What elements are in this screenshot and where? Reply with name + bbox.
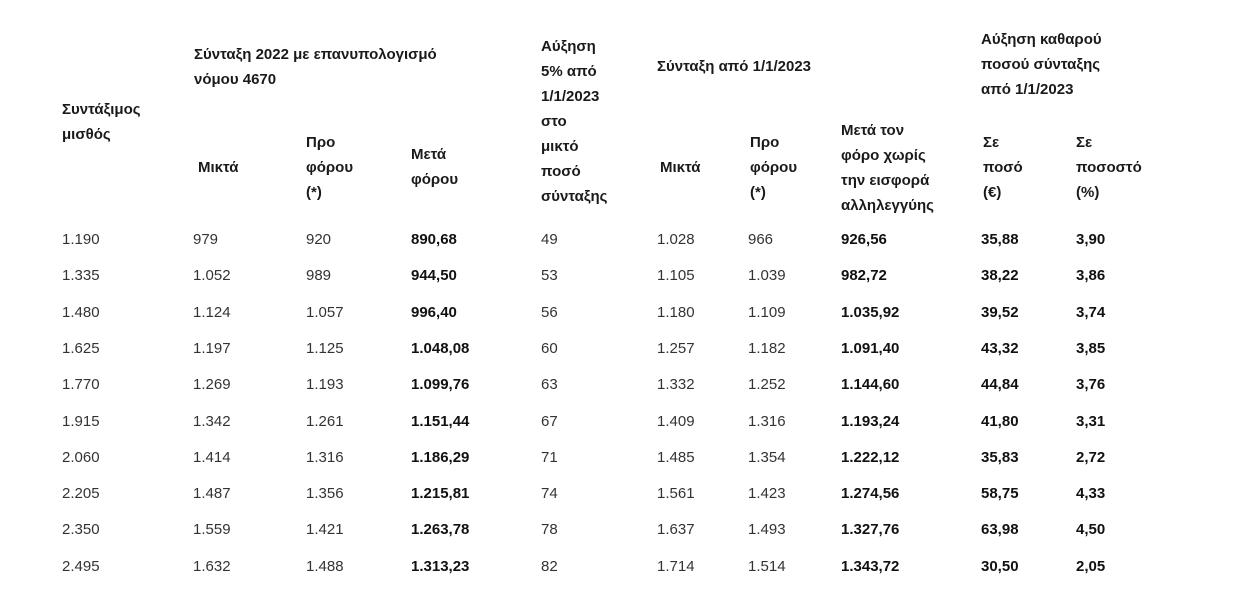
cell-aftertax-2022: 890,68 xyxy=(411,231,457,248)
header-line: αλληλεγγύης xyxy=(841,197,934,214)
header-line: Μικτά xyxy=(660,159,701,176)
header-net-increase-group xyxy=(981,27,1102,102)
header-pension-2022-group xyxy=(194,42,437,92)
header-line: Σύνταξη από 1/1/2023 xyxy=(657,58,812,75)
header-line: μισθός xyxy=(62,126,111,143)
cell-increase-amount: 38,22 xyxy=(981,267,1019,285)
cell-aftertax-2022: 1.151,44 xyxy=(411,412,470,430)
cell-pretax-2023: 1.109 xyxy=(748,303,786,321)
header-gross-2023 xyxy=(660,155,701,180)
cell-increase-5pct: 53 xyxy=(541,267,558,285)
cell-gross-2023: 1.332 xyxy=(657,376,695,394)
cell-pretax-2023: 1.039 xyxy=(748,267,786,285)
cell-aftertax-2023: 1.035,92 xyxy=(841,303,900,321)
cell-pretax-2023: 1.316 xyxy=(748,412,786,430)
header-line: (*) xyxy=(750,184,766,201)
cell-increase-percent: 2,72 xyxy=(1076,448,1106,466)
cell-increase-5pct: 49 xyxy=(541,231,558,248)
cell-increase-amount: 41,80 xyxy=(981,412,1019,430)
header-amount xyxy=(983,130,1023,205)
cell-salary: 2.350 xyxy=(62,521,100,539)
header-line: Συντάξιμος xyxy=(62,101,141,118)
header-line: 1/1/2023 xyxy=(541,88,600,105)
cell-pretax-2022: 1.356 xyxy=(306,485,344,503)
cell-salary: 2.495 xyxy=(62,557,100,575)
cell-gross-2023: 1.714 xyxy=(657,557,695,575)
cell-salary: 1.625 xyxy=(62,339,100,357)
cell-increase-amount: 39,52 xyxy=(981,303,1019,321)
cell-pretax-2022: 920 xyxy=(306,231,332,248)
header-pretax-2023 xyxy=(750,130,797,205)
cell-aftertax-2023: 926,56 xyxy=(841,231,887,248)
header-gross-2022 xyxy=(198,155,239,180)
cell-gross-2023: 1.561 xyxy=(657,485,695,503)
cell-aftertax-2022: 1.313,23 xyxy=(411,557,470,575)
cell-increase-5pct: 78 xyxy=(541,521,558,539)
header-line: Μετά xyxy=(411,146,447,163)
header-line: (%) xyxy=(1076,184,1100,201)
cell-gross-2022: 979 xyxy=(193,231,219,248)
cell-gross-2022: 1.342 xyxy=(193,412,231,430)
cell-gross-2023: 1.409 xyxy=(657,412,695,430)
cell-increase-5pct: 71 xyxy=(541,448,558,466)
cell-pretax-2023: 1.514 xyxy=(748,557,786,575)
cell-increase-amount: 63,98 xyxy=(981,521,1019,539)
cell-pretax-2023: 1.423 xyxy=(748,485,786,503)
header-line: φόρου xyxy=(750,159,798,176)
cell-increase-5pct: 67 xyxy=(541,412,558,430)
cell-gross-2022: 1.414 xyxy=(193,448,231,466)
header-line: ποσοστό xyxy=(1076,159,1142,176)
header-line: (*) xyxy=(306,184,322,201)
cell-gross-2023: 1.028 xyxy=(657,231,695,248)
header-percent xyxy=(1076,130,1142,205)
cell-increase-amount: 35,83 xyxy=(981,448,1019,466)
cell-pretax-2023: 966 xyxy=(748,231,774,248)
cell-increase-5pct: 56 xyxy=(541,303,558,321)
cell-gross-2023: 1.637 xyxy=(657,521,695,539)
header-aftertax-2022 xyxy=(411,142,458,192)
cell-aftertax-2022: 1.263,78 xyxy=(411,521,470,539)
cell-aftertax-2023: 982,72 xyxy=(841,267,887,285)
cell-gross-2023: 1.257 xyxy=(657,339,695,357)
cell-aftertax-2022: 1.215,81 xyxy=(411,485,470,503)
cell-gross-2023: 1.180 xyxy=(657,303,695,321)
header-line: φόρου xyxy=(306,159,354,176)
cell-aftertax-2023: 1.327,76 xyxy=(841,521,900,539)
header-line: από 1/1/2023 xyxy=(981,81,1074,98)
cell-increase-5pct: 63 xyxy=(541,376,558,394)
header-line: στο xyxy=(541,113,567,130)
header-aftertax-2023 xyxy=(841,118,934,218)
cell-increase-5pct: 74 xyxy=(541,485,558,503)
header-line: Αύξηση xyxy=(541,38,596,55)
cell-salary: 2.205 xyxy=(62,485,100,503)
cell-increase-percent: 3,76 xyxy=(1076,376,1106,394)
cell-increase-5pct: 82 xyxy=(541,557,558,575)
cell-gross-2023: 1.105 xyxy=(657,267,695,285)
cell-aftertax-2023: 1.343,72 xyxy=(841,557,900,575)
cell-increase-amount: 30,50 xyxy=(981,557,1019,575)
cell-aftertax-2022: 1.186,29 xyxy=(411,448,470,466)
cell-pretax-2022: 1.488 xyxy=(306,557,344,575)
header-line: Προ xyxy=(750,134,780,151)
cell-aftertax-2023: 1.091,40 xyxy=(841,339,900,357)
cell-gross-2022: 1.052 xyxy=(193,267,231,285)
cell-aftertax-2023: 1.222,12 xyxy=(841,448,900,466)
cell-increase-amount: 44,84 xyxy=(981,376,1019,394)
header-line: φόρου xyxy=(411,171,459,188)
cell-increase-percent: 2,05 xyxy=(1076,557,1106,575)
cell-pretax-2022: 1.261 xyxy=(306,412,344,430)
cell-salary: 1.770 xyxy=(62,376,100,394)
cell-increase-5pct: 60 xyxy=(541,339,558,357)
header-line: Αύξηση καθαρού xyxy=(981,31,1102,48)
cell-increase-percent: 3,86 xyxy=(1076,267,1106,285)
cell-gross-2022: 1.632 xyxy=(193,557,231,575)
header-line: Σε xyxy=(983,134,1000,151)
header-line: σύνταξης xyxy=(541,188,608,205)
cell-increase-percent: 3,85 xyxy=(1076,339,1106,357)
cell-aftertax-2023: 1.274,56 xyxy=(841,485,900,503)
header-pretax-2022 xyxy=(306,130,353,205)
cell-pretax-2022: 989 xyxy=(306,267,332,285)
cell-increase-amount: 58,75 xyxy=(981,485,1019,503)
cell-gross-2022: 1.487 xyxy=(193,485,231,503)
cell-increase-percent: 4,50 xyxy=(1076,521,1106,539)
cell-aftertax-2023: 1.193,24 xyxy=(841,412,900,430)
cell-increase-percent: 4,33 xyxy=(1076,485,1106,503)
header-line: μικτό xyxy=(541,138,579,155)
cell-salary: 1.915 xyxy=(62,412,100,430)
cell-gross-2023: 1.485 xyxy=(657,448,695,466)
cell-gross-2022: 1.197 xyxy=(193,339,231,357)
header-line: (€) xyxy=(983,184,1002,201)
cell-aftertax-2022: 944,50 xyxy=(411,267,457,285)
cell-increase-amount: 43,32 xyxy=(981,339,1019,357)
cell-pretax-2022: 1.193 xyxy=(306,376,344,394)
cell-salary: 1.190 xyxy=(62,231,100,248)
cell-pretax-2022: 1.125 xyxy=(306,339,344,357)
cell-pretax-2023: 1.493 xyxy=(748,521,786,539)
cell-salary: 2.060 xyxy=(62,448,100,466)
header-increase-5pct xyxy=(541,34,607,209)
header-pension-2023-group xyxy=(657,54,811,79)
header-line: φόρο χωρίς xyxy=(841,147,926,164)
cell-salary: 1.480 xyxy=(62,303,100,321)
cell-aftertax-2022: 1.099,76 xyxy=(411,376,470,394)
header-line: ποσό xyxy=(541,163,581,180)
header-line: νόμου 4670 xyxy=(194,71,277,88)
cell-salary: 1.335 xyxy=(62,267,100,285)
cell-increase-percent: 3,31 xyxy=(1076,412,1106,430)
cell-increase-amount: 35,88 xyxy=(981,231,1019,248)
header-line: 5% από xyxy=(541,63,597,80)
header-line: Μικτά xyxy=(198,159,239,176)
cell-pretax-2022: 1.057 xyxy=(306,303,344,321)
cell-pretax-2023: 1.354 xyxy=(748,448,786,466)
cell-pretax-2023: 1.252 xyxy=(748,376,786,394)
cell-increase-percent: 3,74 xyxy=(1076,303,1106,321)
cell-gross-2022: 1.124 xyxy=(193,303,231,321)
cell-gross-2022: 1.559 xyxy=(193,521,231,539)
cell-pretax-2022: 1.316 xyxy=(306,448,344,466)
cell-increase-percent: 3,90 xyxy=(1076,231,1106,248)
header-line: Προ xyxy=(306,134,336,151)
header-salary xyxy=(62,97,141,147)
header-line: ποσό xyxy=(983,159,1023,176)
header-line: την εισφορά xyxy=(841,172,930,189)
cell-pretax-2022: 1.421 xyxy=(306,521,344,539)
header-line: Σε xyxy=(1076,134,1093,151)
cell-aftertax-2023: 1.144,60 xyxy=(841,376,900,394)
cell-aftertax-2022: 996,40 xyxy=(411,303,457,321)
cell-pretax-2023: 1.182 xyxy=(748,339,786,357)
cell-aftertax-2022: 1.048,08 xyxy=(411,339,470,357)
cell-gross-2022: 1.269 xyxy=(193,376,231,394)
header-line: Σύνταξη 2022 με επανυπολογισμό xyxy=(194,46,437,63)
header-line: Μετά τον xyxy=(841,122,905,139)
header-line: ποσού σύνταξης xyxy=(981,56,1101,73)
